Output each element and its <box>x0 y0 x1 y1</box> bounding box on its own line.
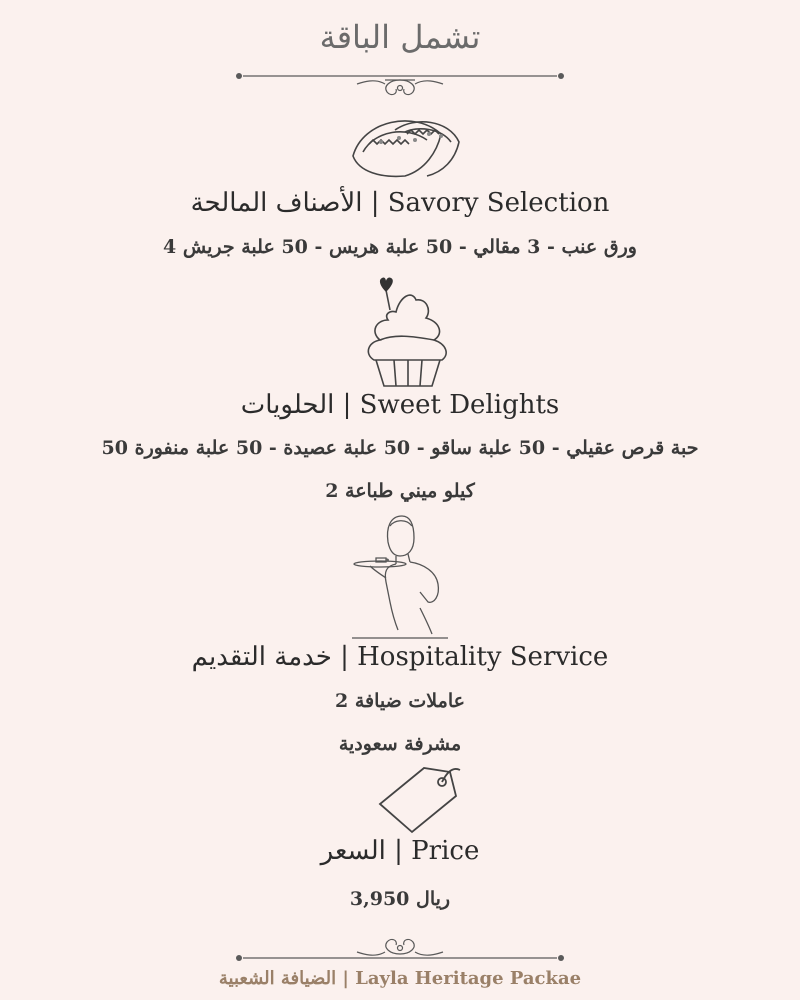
section-title-hospitality: خدمة التقديم | Hospitality Service <box>191 642 609 672</box>
hospitality-supervisor: مشرفة سعودية <box>338 733 462 755</box>
waitress-icon <box>350 512 450 642</box>
savory-items: 4 ورق عنب - 3 مقالي - 50 علبة هريس - 50 علبة جريش <box>163 236 637 258</box>
price-tag-icon <box>372 764 464 836</box>
price-value: 3,950 ريال <box>349 888 451 910</box>
page-title: تشمل الباقة <box>319 18 481 56</box>
sweets-items: 50 حبة قرص عقيلي - 50 علبة ساقو - 50 علبة عصيدة - 50 علبة منفورة <box>101 437 699 459</box>
ornament-divider-top <box>235 66 565 100</box>
taco-icon <box>345 112 465 184</box>
section-title-sweets: الحلويات | Sweet Delights <box>240 390 560 420</box>
sweets-extra: 2 كيلو ميني طباعة <box>325 480 475 502</box>
footer-brand: الضيافة الشعبية | Layla Heritage Packae <box>218 968 582 989</box>
section-title-savory: الأصناف المالحة | Savory Selection <box>190 188 610 218</box>
cupcake-icon <box>360 276 456 390</box>
ornament-divider-bottom <box>235 936 565 964</box>
section-title-price: السعر | Price <box>320 836 480 866</box>
hospitality-staff: 2 عاملات ضيافة <box>335 690 465 712</box>
